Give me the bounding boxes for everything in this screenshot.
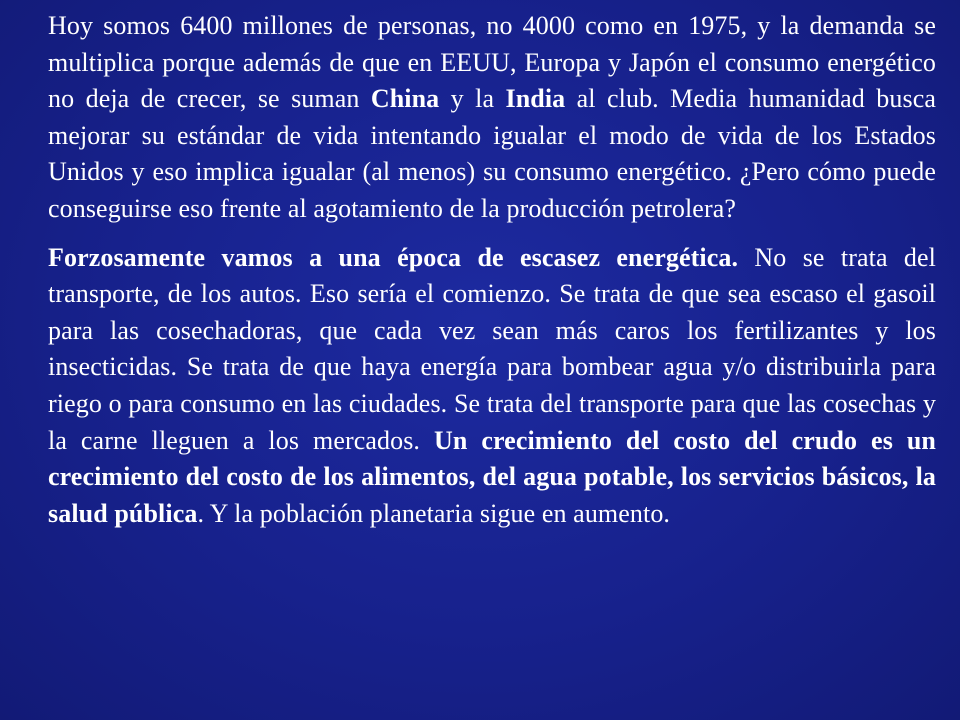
p2-bold-cost: Un crecimiento del costo del crudo es un crecimiento del costo de los alimentos, del agua potable, los servicios básicos, la salud pública (48, 425, 936, 528)
p2-text-end: . Y la población planetaria sigue en aumento. (197, 498, 671, 528)
p2-text-body: No se trata del transporte, de los autos. Eso sería el comienzo. Se trata de que sea escaso el gasoil para las cosechadoras, que cada vez sean más caros los fertilizantes y los insecticidas. Se trata de que haya energía para bombear agua y/o distribuirla para riego o para consumo en las ciudades. Se trata del transporte para que las cosechas y la carne lleguen a los mercados. (48, 242, 936, 455)
p1-bold-china: China (370, 84, 440, 114)
p1-text-and: y la (439, 84, 506, 114)
p2-bold-heading: Forzosamente vamos a una época de escasez energética. (48, 242, 739, 272)
p1-text-rest: al club. Media humanidad busca mejorar su estándar de vida intentando igualar el modo de vida de los Estados Unidos y eso implica igualar (al menos) su consumo energético. ¿Pero cómo puede conseguirse eso frente al agotamiento de la producción petrolera? (48, 84, 936, 223)
p1-bold-india: India (505, 84, 566, 114)
paragraph-scarcity (48, 240, 936, 533)
paragraph-demand (48, 8, 936, 228)
p1-text-intro: Hoy somos 6400 millones de personas, no 4000 como en 1975, y la demanda se multiplica porque además de que en EEUU, Europa y Japón el consumo energético no deja de crecer, se suman (48, 11, 936, 114)
